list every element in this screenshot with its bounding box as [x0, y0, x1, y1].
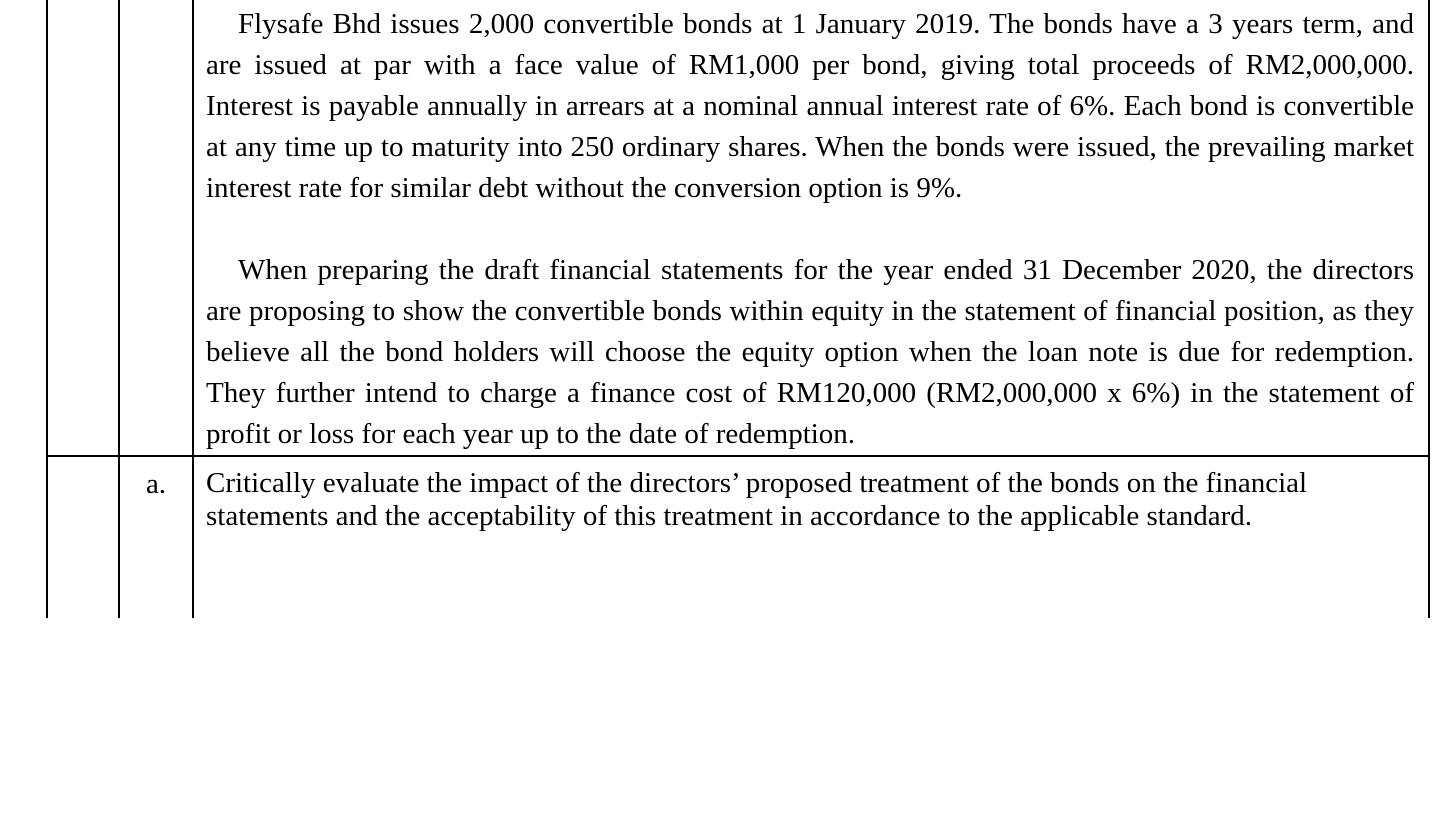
part-question-cell	[193, 456, 1429, 618]
question-number-cell-empty	[47, 456, 119, 618]
part-a-label: a.	[145, 468, 167, 500]
part-label-cell	[119, 456, 193, 618]
scenario-text	[194, 0, 1428, 455]
scenario-paragraph-1: Flysafe Bhd issues 2,000 convertible bonds at 1 January 2019. The bonds have a 3 years term, and are issued at par with a face value of RM1,000 per bond, giving total proceeds of RM2,000,000. Interest is payable annually in arrears at a nominal annual interest rate of 6%. Each bond is convertible at any time up to maturity into 250 ordinary shares. When the bonds were issued, the prevailing market interest rate for similar debt without the conversion option is 9%.	[206, 8, 1414, 204]
question-number-cell	[47, 0, 119, 456]
scenario-row	[47, 0, 1429, 456]
part-label-cell-empty	[119, 0, 193, 456]
part-a-row	[47, 456, 1429, 618]
part-a-question: Critically evaluate the impact of the directors’ proposed treatment of the bonds on the financial statements and the acceptability of this treatment in accordance to the applicable standard.	[206, 467, 1308, 532]
question-table	[46, 0, 1430, 618]
scenario-paragraph-2: When preparing the draft financial statements for the year ended 31 December 2020, the directors are proposing to show the convertible bonds within equity in the statement of financial position, as they believe all the bond holders will choose the equity option when the loan note is due for redemption. They further intend to charge a finance cost of RM120,000 (RM2,000,000 x 6%) in the statement of profit or loss for each year up to the date of redemption.	[206, 254, 1414, 450]
scenario-cell	[193, 0, 1429, 456]
